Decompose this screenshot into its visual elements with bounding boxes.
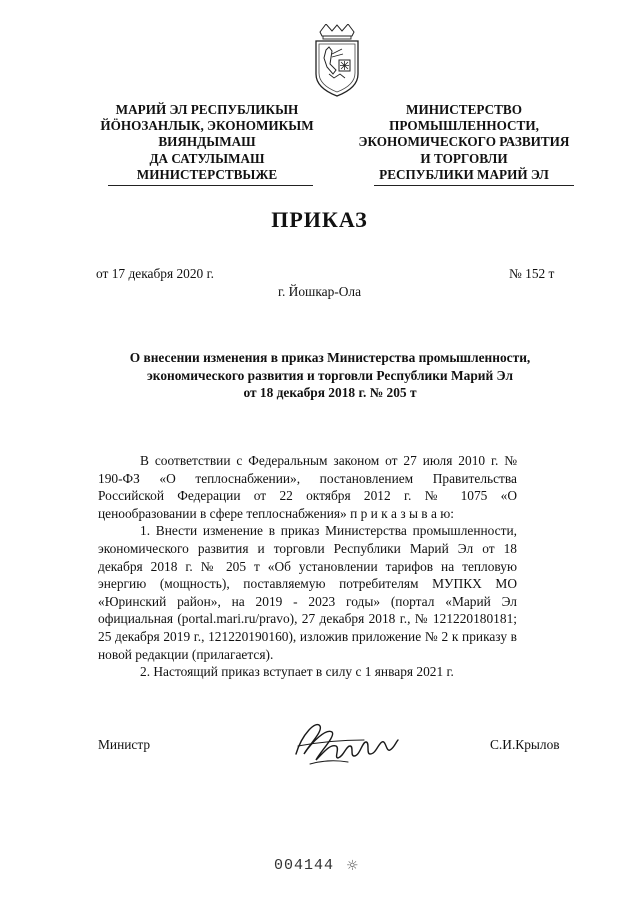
document-title: ПРИКАЗ	[271, 207, 368, 232]
order-date: от 17 декабря 2020 г.	[96, 266, 214, 281]
order-city: г. Йошкар-Ола	[277, 284, 362, 299]
order-subject: О внесении изменения в приказ Министерства промышленности, экономического развития и торговли Республики Марий Эл от 18 декабря 2018 г. № 205 т	[129, 350, 531, 401]
handwritten-signature	[290, 712, 402, 772]
order-body	[98, 452, 517, 681]
serial-mark-icon: ☼	[346, 858, 359, 874]
body-item-2: 2. Настоящий приказ вступает в силу с 1 января 2021 г.	[140, 664, 454, 680]
coat-of-arms-icon	[312, 24, 362, 100]
header-right-divider	[374, 185, 574, 186]
body-intro-paragraph: В соответствии с Федеральным законом от 27 июля 2010 г. № 190-ФЗ «О теплоснабжении», постановлением Правительства Российской Федерации от 22 октября 2012 г. № 1075 «О ценообразовании в сфере теплоснабжения» п р и к а з ы в а ю:	[98, 453, 517, 521]
header-left-text: МАРИЙ ЭЛ РЕСПУБЛИКЫН ЙӦНОЗАНЛЫК, ЭКОНОМИКЫМ ВИЯНДЫМАШ ДА САТУЛЫМАШ МИНИСТЕРСТВЫЖЕ	[100, 102, 314, 182]
signatory-role: Министр	[98, 737, 151, 752]
body-item-1: 1. Внести изменение в приказ Министерства промышленности, экономического развития и торговли Республики Марий Эл от 18 декабря 2018 г. № 205 т «Об установлении тарифов на тепловую энергию (мощность), поставляемую потребителям МУПКХ МО «Юринский район», на 2019 - 2023 годы» (портал «Марий Эл официальная (portal.mari.ru/pravo), 27 декабря 2018 г., № 121220180181; 25 декабря 2019 г., 121220190160), изложив приложение № 2 к приказу в новой редакции (прилагается).	[98, 523, 517, 662]
signatory-name: С.И.Крылов	[490, 737, 560, 752]
header-left-divider	[108, 185, 313, 186]
serial-number: 004144	[274, 857, 335, 874]
order-number: № 152 т	[509, 266, 555, 281]
header-right-text: МИНИСТЕРСТВО ПРОМЫШЛЕННОСТИ, ЭКОНОМИЧЕСКОГО РАЗВИТИЯ И ТОРГОВЛИ РЕСПУБЛИКИ МАРИЙ ЭЛ	[358, 102, 570, 182]
